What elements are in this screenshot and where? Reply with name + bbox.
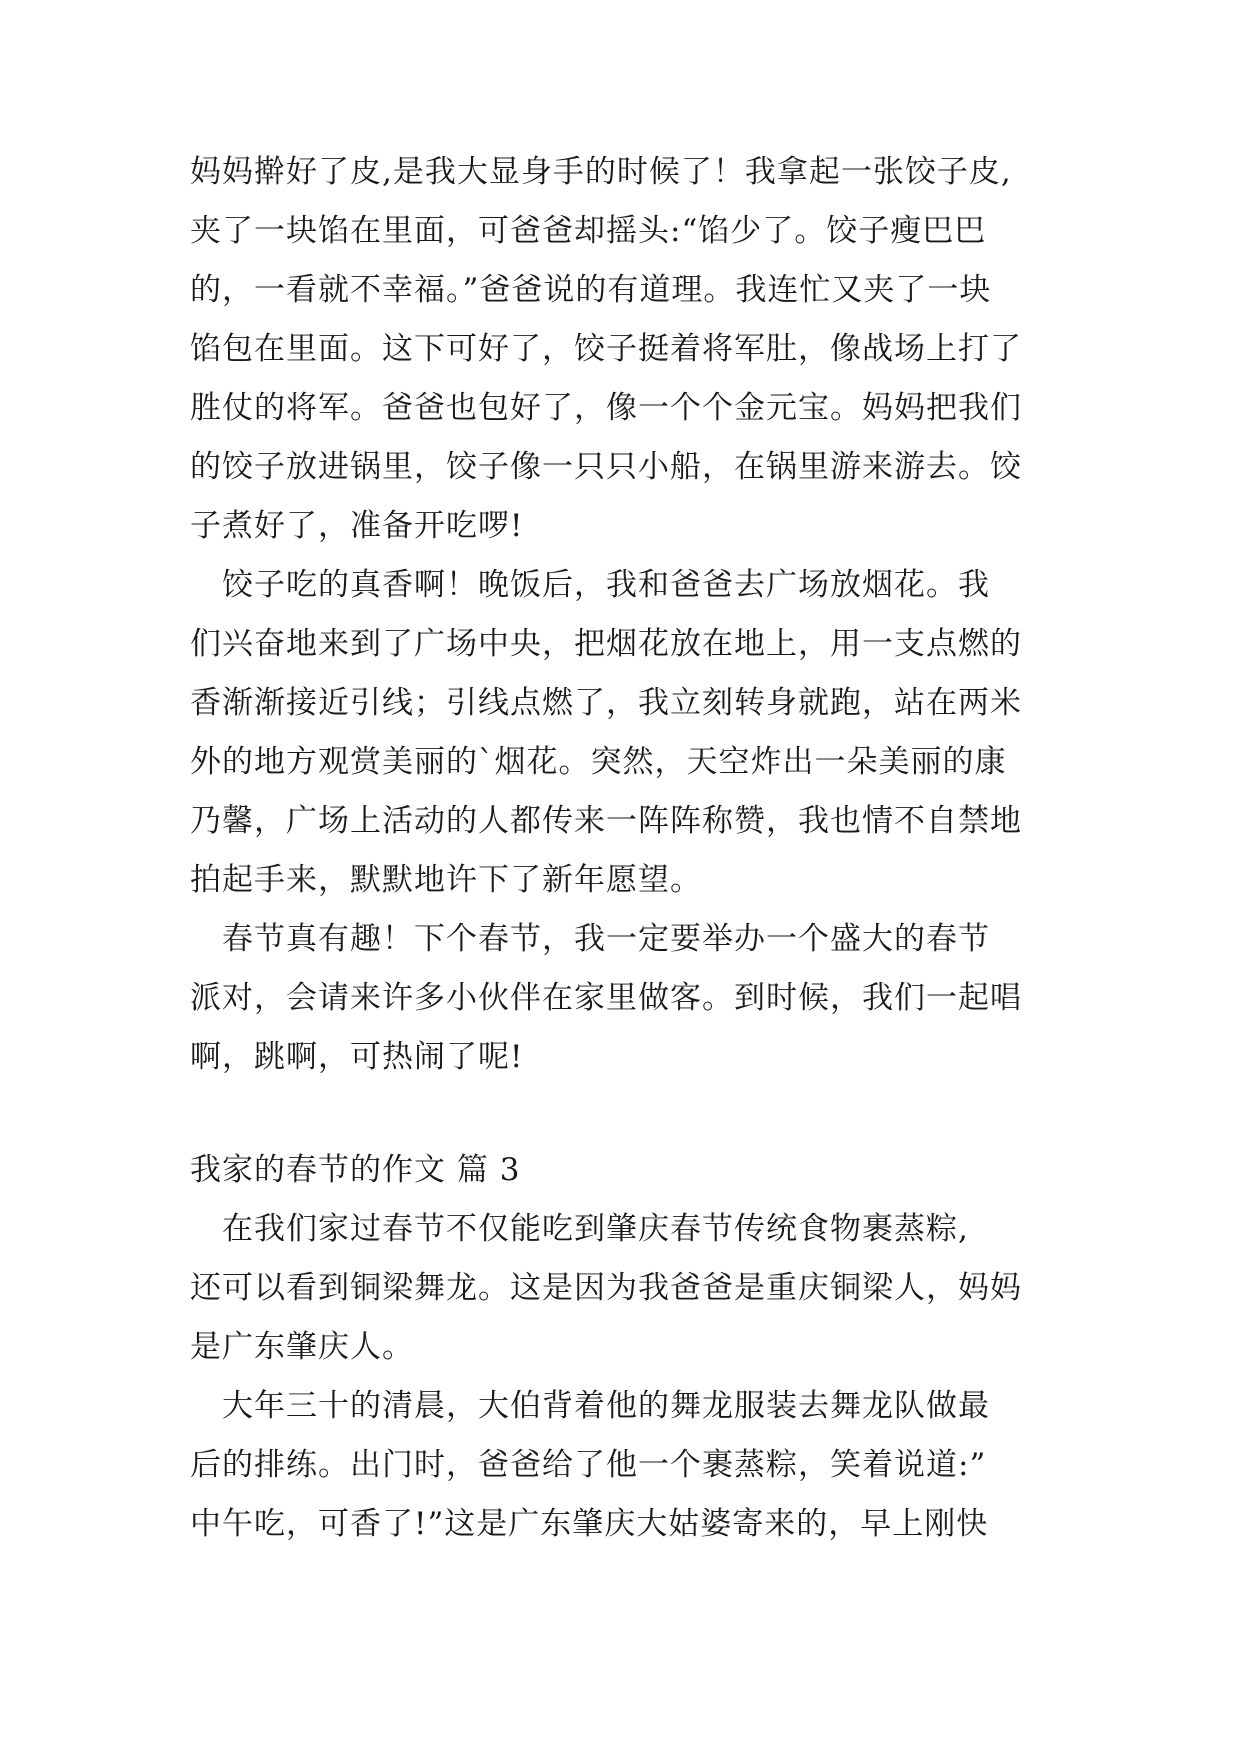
text-line: 是广东肇庆人。 xyxy=(190,1329,414,1365)
text-line: 子煮好了，准备开吃啰! xyxy=(190,508,524,544)
text-line: 的，一看就不幸福。”爸爸说的有道理。我连忙又夹了一块 xyxy=(190,272,992,308)
text-line: 馅包在里面。这下可好了，饺子挺着将军肚，像战场上打了 xyxy=(190,331,1022,367)
text-line: 春节真有趣！下个春节，我一定要举办一个盛大的春节 xyxy=(190,921,990,957)
text-line: 乃馨，广场上活动的人都传来一阵阵称赞，我也情不自禁地 xyxy=(190,803,1022,839)
text-line: 胜仗的将军。爸爸也包好了，像一个个金元宝。妈妈把我们 xyxy=(190,390,1022,426)
text-line: 中午吃，可香了!”这是广东肇庆大姑婆寄来的，早上刚快 xyxy=(190,1506,989,1542)
text-line: 大年三十的清晨，大伯背着他的舞龙服装去舞龙队做最 xyxy=(190,1388,990,1424)
text-line: 饺子吃的真香啊！晚饭后，我和爸爸去广场放烟花。我 xyxy=(190,567,990,603)
text-line: 在我们家过春节不仅能吃到肇庆春节传统食物裹蒸粽, xyxy=(190,1211,969,1247)
text-line: 夹了一块馅在里面，可爸爸却摇头:“馅少了。饺子瘦巴巴 xyxy=(190,213,987,249)
text-line: 啊，跳啊，可热闹了呢! xyxy=(190,1039,524,1075)
text-line: 们兴奋地来到了广场中央，把烟花放在地上，用一支点燃的 xyxy=(190,626,1022,662)
text-line: 香渐渐接近引线；引线点燃了，我立刻转身就跑，站在两米 xyxy=(190,685,1022,721)
text-line: 派对，会请来许多小伙伴在家里做客。到时候，我们一起唱 xyxy=(190,980,1022,1016)
text-line: 的饺子放进锅里，饺子像一只只小船，在锅里游来游去。饺 xyxy=(190,449,1022,485)
text-line: 后的排练。出门时，爸爸给了他一个裹蒸粽，笑着说道:” xyxy=(190,1447,987,1483)
text-line: 拍起手来，默默地许下了新年愿望。 xyxy=(190,862,702,898)
text-line: 妈妈擀好了皮,是我大显身手的时候了！我拿起一张饺子皮, xyxy=(190,154,1012,190)
text-line: 外的地方观赏美丽的`烟花。突然，天空炸出一朵美丽的康 xyxy=(190,744,1007,780)
text-line: 还可以看到铜梁舞龙。这是因为我爸爸是重庆铜梁人，妈妈 xyxy=(190,1270,1022,1306)
section-heading: 我家的春节的作文 篇 3 xyxy=(190,1152,521,1188)
